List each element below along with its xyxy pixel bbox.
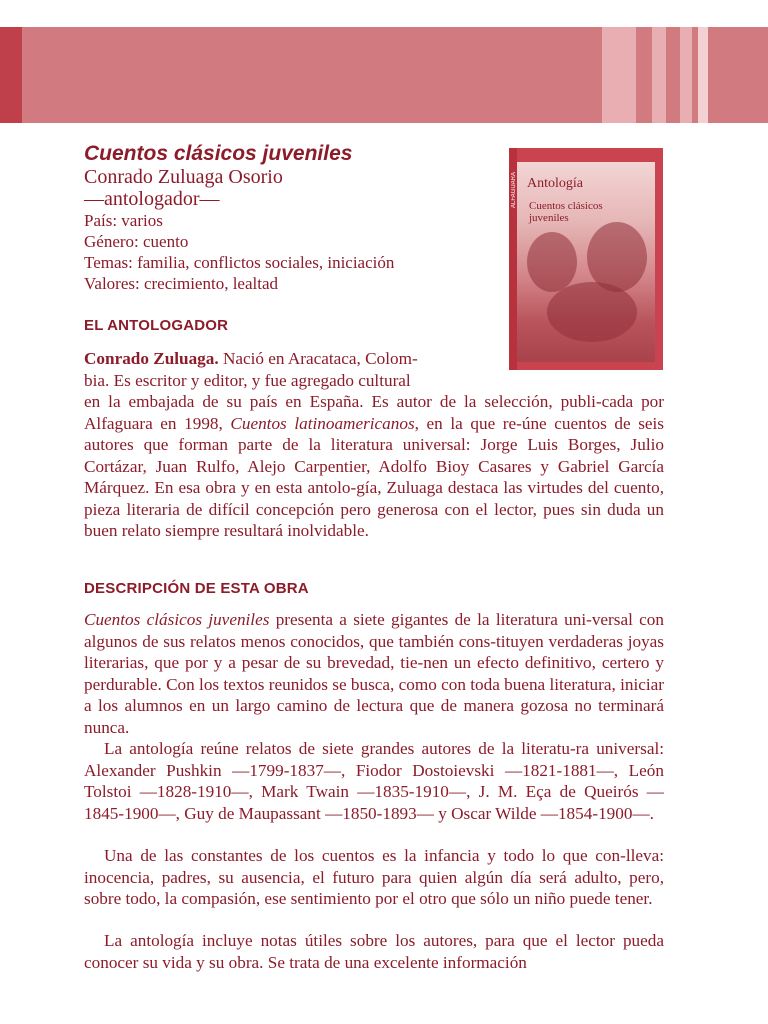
header-stripe [602, 27, 636, 123]
book-genre: Género: cuento [84, 232, 189, 251]
description-title: Cuentos clásicos juveniles [84, 610, 270, 629]
book-info [84, 142, 504, 294]
cover-subtitle: Cuentos clásicos juveniles [529, 200, 603, 224]
description-paragraph [84, 609, 664, 738]
publisher-logo: ALFAGUARA [511, 172, 517, 209]
book-themes: Temas: familia, conflictos sociales, iniciación [84, 253, 395, 272]
bio-text-cont: , en la que re-úne cuentos de seis autores que forman parte de la literatura universal: Jorge Luis Borges, Julio Cortázar, Juan Rulfo, Alejo Carpentier, Adolfo Bioy Casares y Gabriel García Márquez. En esa obra y en esta antolo-gía, Zuluaga destaca las virtudes del cuento, pieza literaria de difícil concepción pero generosa con el lector, pues sin duda un buen relato siempre resultará inolvidable. [84, 413, 664, 540]
bio-line1: Nació en Aracataca, Colom- [218, 349, 418, 368]
cover-heading: Antología [527, 176, 583, 191]
book-values: Valores: crecimiento, lealtad [84, 274, 278, 293]
book-title: Cuentos clásicos juveniles [84, 142, 353, 165]
book-author: Conrado Zuluaga Osorio [84, 166, 283, 188]
header-left-accent [0, 27, 22, 123]
book-cover-image [509, 148, 663, 370]
cover-crowd-shape [547, 282, 637, 342]
bio-work-title: Cuentos latinoamericanos [230, 413, 415, 433]
description-text: presenta a siete gigantes de la literatura uni-versal con algunos de sus relatos menos conocidos, que también cons-tituyen verdaderas joyas literarias, que por y a pesar de su brevedad, tie-nen un efecto definitivo, certero y perdurable. Con los textos reunidos se busca, como con toda buena literatura, iniciar a los alumnos en un largo camino de lectura que de manera gozosa no terminará nunca. [84, 610, 664, 737]
notes-paragraph: La antología incluye notas útiles sobre los autores, para que el lector pueda conocer su vida y su obra. Se trata de una excelente información [84, 931, 664, 972]
header-banner [0, 27, 768, 123]
bio-text: en la embajada de su país en España. Es autor de la selección, publi-cada por Alfaguara en 1998, [84, 392, 664, 433]
bio-name: Conrado Zuluaga. [84, 349, 219, 368]
authors-paragraph: La antología reúne relatos de siete grandes autores de la literatu-ra universal: Alexander Pushkin —1799-1837—, Fiodor Dostoievski —1821-1881—, León Tolstoi —1828-1910—, Mark Twain —1835-1910—, J. M. Eça de Queirós —1845-1900—, Guy de Maupassant —1850-1893— y Oscar Wilde —1854-1900—. [84, 739, 664, 823]
bio-paragraph [84, 391, 664, 542]
section-heading-descripcion: DESCRIPCIÓN DE ESTA OBRA [84, 580, 309, 597]
header-stripe [698, 27, 708, 123]
themes-paragraph: Una de las constantes de los cuentos es la infancia y todo lo que con-lleva: inocencia, padres, su ausencia, el futuro para quien algún día será adulto, pero, sobre todo, la compasión, ese sentimiento por el otro que sólo un niño puede tener. [84, 846, 664, 908]
bio-paragraph-start [84, 348, 484, 391]
header-stripe [652, 27, 666, 123]
cover-illustration [517, 162, 655, 362]
book-role: —antologador— [84, 188, 220, 210]
book-country: País: varios [84, 211, 163, 230]
bio-line2: bia. Es escritor y editor, y fue agregado cultural [84, 370, 411, 390]
cover-tree-shape [527, 232, 577, 292]
header-stripe [680, 27, 692, 123]
section-heading-antologador: EL ANTOLOGADOR [84, 317, 229, 334]
